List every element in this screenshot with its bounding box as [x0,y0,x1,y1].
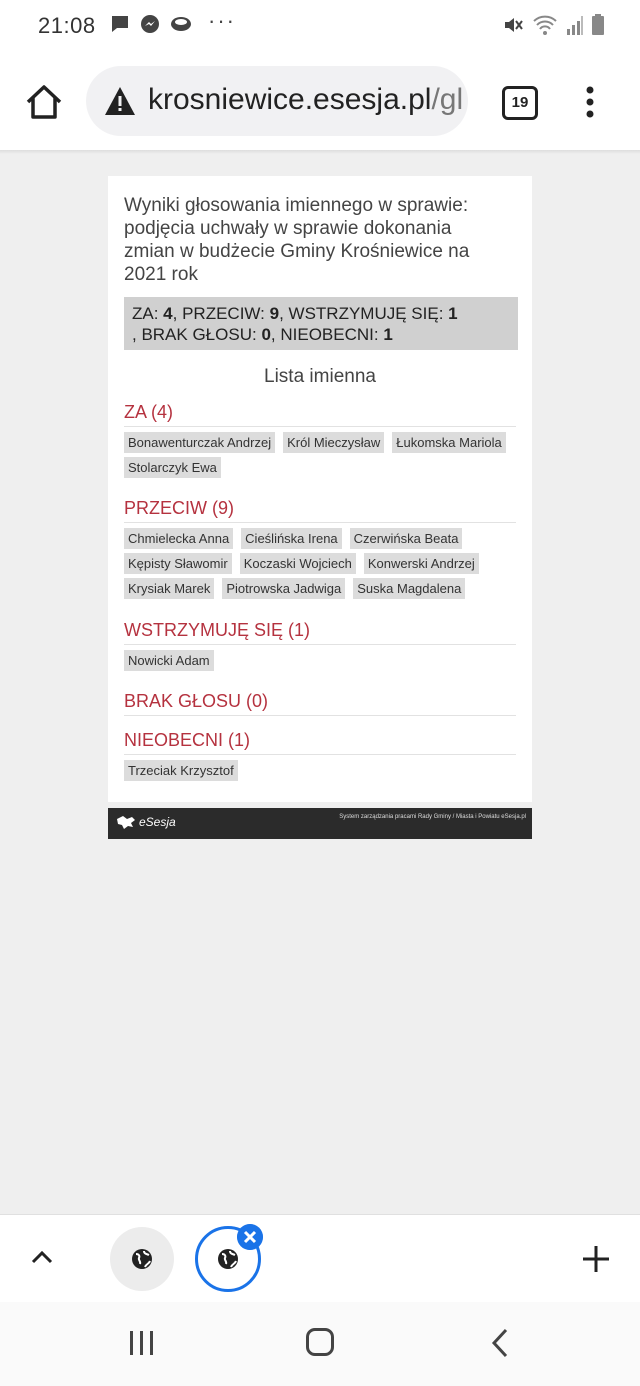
name-chip: Trzeciak Krzysztof [124,760,238,781]
name-chip: Cieślińska Irena [241,528,342,549]
name-chip: Nowicki Adam [124,650,214,671]
back-icon[interactable] [490,1328,510,1358]
esesja-logo-text: eSesja [139,815,176,829]
nieobecni-label: , NIEOBECNI: [270,325,384,344]
brak-label: , BRAK GŁOSU: [132,325,262,344]
footer-text[interactable]: System zarządzania pracami Rady Gminy / Miasta i Powiatu eSesja.pl [339,814,526,820]
name-chip: Czerwińska Beata [350,528,463,549]
za-value: 4 [163,304,173,323]
browser-toolbar [0,52,640,150]
tab-thumbnail[interactable] [110,1227,174,1291]
name-chip: Bonawenturczak Andrzej [124,432,275,453]
name-chip: Król Mieczysław [283,432,384,453]
status-time: 21:08 [38,13,96,38]
tab-bar [0,1214,640,1303]
name-chip: Stolarczyk Ewa [124,457,221,478]
name-chip: Łukomska Mariola [392,432,506,453]
tab-switcher-button[interactable]: 19 [502,86,538,120]
system-icons [502,14,604,36]
esesja-footer [108,808,532,839]
notification-icons [110,14,192,34]
menu-icon[interactable] [580,82,600,122]
za-label: ZA: [132,304,164,323]
toolbar-shadow [0,150,640,154]
vote-results-card [108,176,532,802]
przeciw-label: , PRZECIW: [172,304,270,323]
names-za [124,432,524,478]
list-title: Lista imienna [264,366,376,387]
section-heading-przeciw: PRZECIW (9) [124,498,516,523]
page-title: Wyniki głosowania imiennego w sprawie: podjęcia uchwały w sprawie dokonania zmian w budżecie Gminy Krośniewice na 2021 rok [124,195,470,285]
globe-icon [217,1248,239,1270]
section-heading-nieobecni: NIEOBECNI (1) [124,730,516,755]
name-chip: Konwerski Andrzej [364,553,479,574]
close-tab-icon[interactable] [237,1224,263,1250]
globe-icon [131,1248,153,1270]
battery-icon [592,14,604,36]
wstrzymuje-label: , WSTRZYMUJĘ SIĘ: [279,304,449,323]
chevron-up-icon[interactable] [30,1245,54,1269]
name-chip: Suska Magdalena [353,578,465,599]
mute-icon [502,14,524,36]
names-nieobecni [124,760,524,781]
url-path: /gl [431,83,464,116]
section-heading-brak-glosu: BRAK GŁOSU (0) [124,691,516,716]
address-bar[interactable] [86,66,468,136]
status-bar [0,0,640,52]
vote-summary [124,297,518,350]
section-heading-wstrzymuje: WSTRZYMUJĘ SIĘ (1) [124,620,516,645]
nav-home-button[interactable] [306,1328,334,1356]
signal-icon [566,14,584,36]
esesja-logo[interactable] [116,815,176,829]
app-icon [170,14,192,34]
wstrzymuje-value: 1 [448,304,458,323]
name-chip: Koczaski Wojciech [240,553,356,574]
url-host: krosniewice.esesja.pl [148,83,432,116]
section-heading-za: ZA (4) [124,402,516,427]
system-nav-bar [0,1302,640,1386]
home-icon[interactable] [24,82,64,122]
new-tab-icon[interactable] [580,1243,612,1275]
name-chip: Chmielecka Anna [124,528,233,549]
messenger-icon [140,14,160,34]
message-icon [110,14,130,34]
more-notifications: ··· [208,8,236,33]
recent-apps-icon[interactable] [128,1330,156,1356]
brak-value: 0 [261,325,271,344]
name-chip: Kępisty Sławomir [124,553,232,574]
przeciw-value: 9 [269,304,280,323]
url-text[interactable] [148,83,463,117]
name-chip: Krysiak Marek [124,578,214,599]
nieobecni-value: 1 [383,325,393,344]
name-chip: Piotrowska Jadwiga [222,578,345,599]
esesja-logo-icon [116,815,136,829]
warning-icon[interactable] [104,86,136,116]
names-wstrzymuje [124,650,524,671]
wifi-icon [532,14,558,36]
names-przeciw [124,528,524,599]
